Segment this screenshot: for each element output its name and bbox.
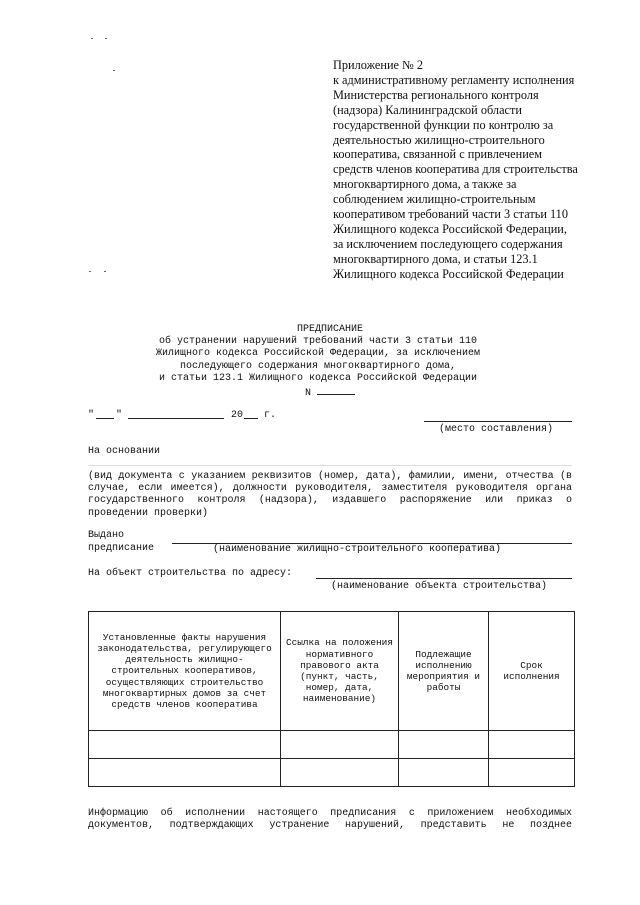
year-field[interactable] [244, 418, 258, 419]
appendix-line: за исключением последующего содержания [333, 236, 563, 251]
appendix-header [333, 58, 623, 282]
title-line: Жилищного кодекса Российской Федерации, за исключением [155, 348, 481, 360]
issued-label-2: предписание [88, 543, 155, 554]
table-cell[interactable] [489, 731, 575, 759]
header-violations: Установленные факты нарушения законодательства, регулирующего деятельность жилищно-строительных кооперативов, осуществляющих строительство многоквартирных домов за счет средств членов кооператива [89, 612, 281, 731]
date-open-quote: " [88, 410, 95, 421]
issued-caption: (наименование жилищно-строительного кооператива) [213, 544, 502, 555]
appendix-line: кооперативом требований части 3 статьи 110 [333, 207, 568, 222]
footer-paragraph: Информацию об исполнении настоящего предписания с приложением необходимых документов, подтверждающих устранение нарушений, представить не позднее [88, 808, 572, 832]
table-row [89, 731, 575, 759]
appendix-line: многоквартирного дома, а также за [333, 177, 517, 192]
number-row [80, 385, 580, 400]
place-field[interactable] [424, 421, 572, 422]
header-measures: Подлежащие исполнению мероприятия и работы [399, 612, 489, 731]
table-cell[interactable] [281, 731, 399, 759]
appendix-line: кооператива, связанной с привлечением [333, 147, 543, 162]
header-legal-reference: Ссылка на положения нормативного правового акта (пункт, часть, номер, дата, наименование) [281, 612, 399, 731]
appendix-line: государственной функции по контролю за [333, 117, 554, 132]
table-cell[interactable] [399, 731, 489, 759]
object-caption: (наименование объекта строительства) [331, 581, 548, 592]
table-cell[interactable] [489, 759, 575, 787]
appendix-line: Приложение № 2 [333, 58, 424, 72]
title-line: и статьи 123.1 Жилищного кодекса Российской Федерации [158, 372, 478, 384]
table-cell[interactable] [89, 731, 281, 759]
appendix-line: к административному регламенту исполнения [333, 72, 575, 87]
number-label: N [304, 388, 311, 400]
violations-table [88, 611, 575, 787]
scan-speck [113, 70, 115, 71]
title-line: об устранении нарушений требований части 3 статьи 110 [158, 336, 478, 348]
table-cell[interactable] [399, 759, 489, 787]
year-suffix: г. [264, 410, 277, 421]
number-field[interactable] [317, 385, 355, 395]
appendix-line: деятельностью жилищно-строительного [333, 132, 545, 147]
appendix-line: Жилищного кодекса Российской Федерации, [333, 221, 567, 236]
scan-speck [104, 271, 106, 272]
title-line: последующего содержания многоквартирного дома, [179, 360, 457, 372]
table-cell[interactable] [89, 759, 281, 787]
object-field[interactable] [316, 578, 572, 579]
document-title [80, 324, 580, 400]
appendix-line: Министерства регионального контроля [333, 87, 539, 102]
basis-field[interactable] [88, 465, 572, 466]
appendix-line: многоквартирного дома, и статьи 123.1 [333, 251, 538, 266]
scan-speck [105, 38, 107, 39]
table-cell[interactable] [281, 759, 399, 787]
basis-description: (вид документа с указанием реквизитов (номер, дата), фамилии, имени, отчества (в случае, если имеется), должности руководителя, заместителя руководителя органа государственного контроля (надзора), издавшего распоряжение или приказ о проведении проверки) [88, 471, 572, 519]
basis-label: На основании [88, 446, 161, 457]
title-heading: ПРЕДПИСАНИЕ [296, 324, 363, 335]
place-caption: (место составления) [439, 424, 554, 435]
appendix-line: средств членов кооператива для строительства [333, 162, 578, 177]
table-row [89, 759, 575, 787]
year-prefix: 20 [231, 410, 244, 421]
object-label: На объект строительства по адресу: [88, 568, 293, 579]
appendix-line: соблюдением жилищно-строительным [333, 192, 536, 207]
date-close-quote: " [116, 410, 123, 421]
scan-speck [89, 271, 91, 272]
month-field[interactable] [128, 418, 224, 419]
day-field[interactable] [96, 418, 114, 419]
issued-label: Выдано [88, 530, 125, 541]
appendix-line: (надзора) Калининградской области [333, 102, 522, 117]
appendix-line: Жилищного кодекса Российской Федерации [333, 266, 564, 281]
header-deadline: Срок исполнения [489, 612, 575, 731]
scan-speck [91, 38, 93, 39]
table-header-row [89, 612, 575, 731]
